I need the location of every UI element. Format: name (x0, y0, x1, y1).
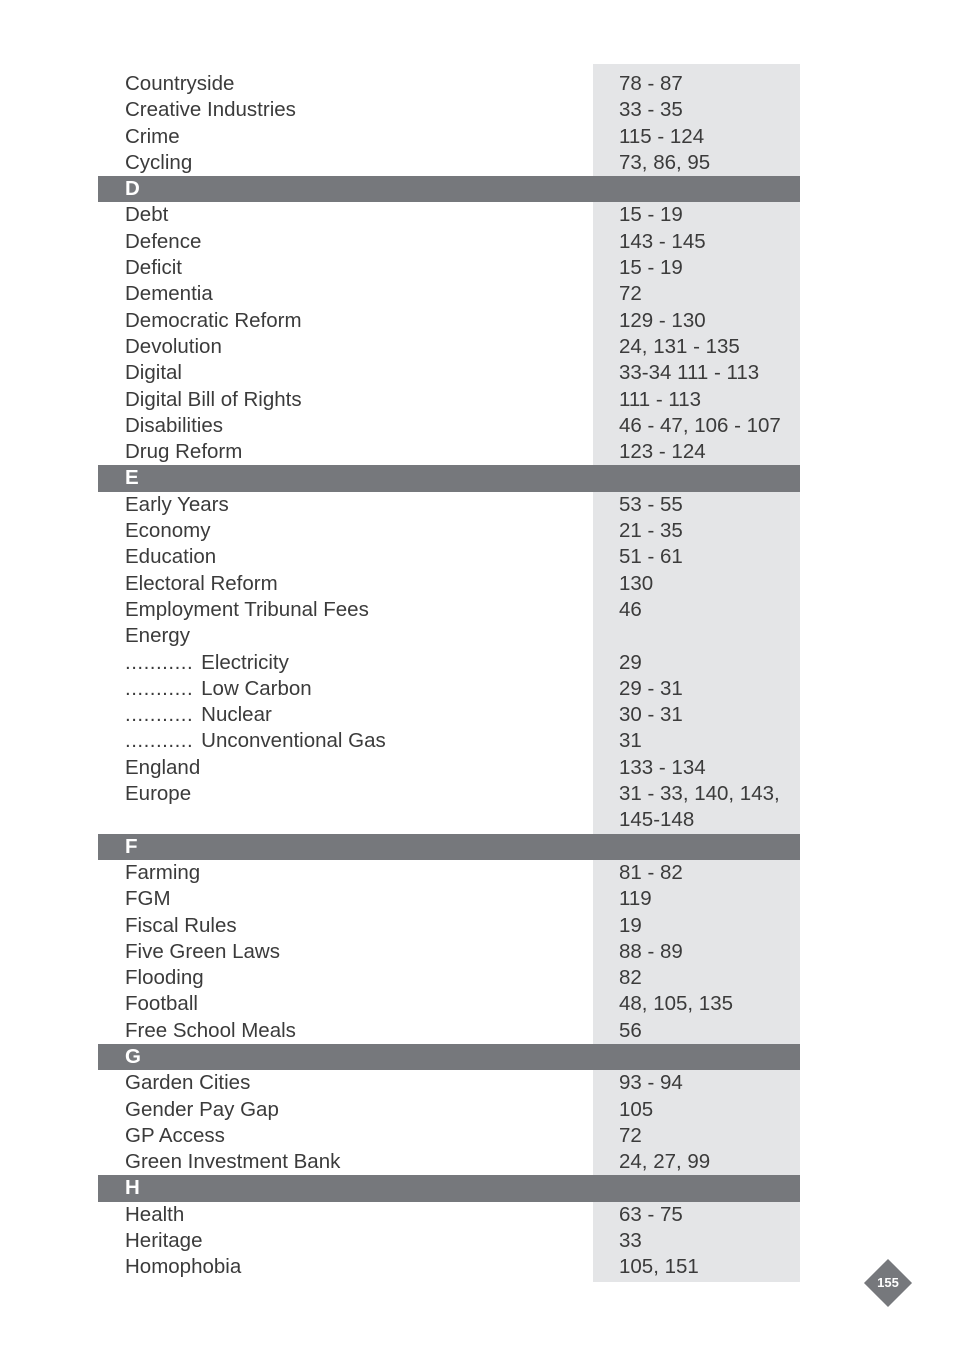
index-term: Countryside (125, 72, 235, 95)
index-term: Free School Meals (125, 1018, 296, 1042)
index-pages: 88 - 89 (619, 939, 683, 963)
index-entry (98, 439, 800, 465)
index-pages: 46 (619, 597, 642, 621)
index-entry (98, 571, 800, 597)
index-term: Defence (125, 229, 202, 253)
index-pages: 78 - 87 (619, 72, 683, 95)
index-pages: 29 - 31 (619, 676, 683, 700)
leader-dots: ........... (125, 676, 194, 700)
index-pages: 33 (619, 1229, 642, 1253)
index-pages: 82 (619, 966, 642, 990)
index-term: FGM (125, 887, 171, 911)
index-entry (98, 334, 800, 360)
section-letter: H (125, 1176, 140, 1200)
index-term: Health (125, 1202, 185, 1226)
index-entry (98, 1202, 800, 1228)
leader-dots: ........... (125, 703, 194, 727)
index-entry (98, 308, 800, 334)
index-pages: 63 - 75 (619, 1202, 683, 1226)
index-pages: 31 (619, 729, 642, 753)
index-pages: 30 - 31 (619, 703, 683, 727)
index-entry (98, 255, 800, 281)
index-pages: 73, 86, 95 (619, 150, 711, 174)
index-subterm (125, 676, 312, 702)
index-term: GP Access (125, 1123, 225, 1147)
index-entry (98, 124, 800, 150)
index-term: Drug Reform (125, 440, 243, 464)
index-entry (98, 913, 800, 939)
index-entry (98, 150, 800, 176)
index-subentry (98, 728, 800, 754)
index-subentry (98, 702, 800, 728)
index-pages: 19 (619, 913, 642, 937)
index-term: Europe (125, 782, 192, 806)
index-pages: 29 (619, 650, 642, 674)
index-entry (98, 860, 800, 886)
section-header (98, 176, 800, 202)
index-term: Democratic Reform (125, 308, 302, 332)
index-pages: 51 - 61 (619, 545, 683, 569)
index-term: Nuclear (201, 703, 272, 727)
index-term: Flooding (125, 966, 204, 990)
index-entry (98, 965, 800, 991)
index-term: Heritage (125, 1229, 203, 1253)
index-pages: 48, 105, 135 (619, 992, 733, 1016)
index-term: Gender Pay Gap (125, 1097, 279, 1121)
index-term: Employment Tribunal Fees (125, 597, 369, 621)
leader-dots: ........... (125, 650, 194, 674)
index-entry (98, 518, 800, 544)
index-entry (98, 413, 800, 439)
index-term: Crime (125, 124, 180, 148)
index-pages: 115 - 124 (619, 124, 705, 148)
index-entry (98, 781, 800, 807)
index-term: Devolution (125, 334, 222, 358)
index-term: Green Investment Bank (125, 1150, 341, 1174)
index-term: Digital (125, 361, 182, 385)
page-number-badge (864, 1259, 912, 1307)
section-header (98, 1175, 800, 1201)
index-entry (98, 1254, 800, 1280)
index-entry (98, 886, 800, 912)
index-term: Creative Industries (125, 98, 296, 122)
index-subterm (125, 702, 272, 728)
index-term: Dementia (125, 282, 213, 306)
index-pages: 15 - 19 (619, 203, 683, 227)
index-pages: 130 (619, 571, 654, 595)
index-entry (98, 387, 800, 413)
index-pages: 123 - 124 (619, 440, 706, 464)
index-entry (98, 597, 800, 623)
index-entry (98, 1070, 800, 1096)
index-term: Unconventional Gas (201, 729, 386, 753)
index-term: Fiscal Rules (125, 913, 237, 937)
index-term: Electricity (201, 650, 289, 674)
index-entry (98, 281, 800, 307)
section-header (98, 834, 800, 860)
index-term: Farming (125, 860, 201, 884)
index-term: England (125, 755, 201, 779)
index-pages: 119 (619, 887, 652, 911)
index-term: Digital Bill of Rights (125, 387, 302, 411)
index-pages: 81 - 82 (619, 860, 683, 884)
index-pages: 33 - 35 (619, 98, 683, 122)
index-term: Low Carbon (201, 676, 312, 700)
index-subterm (125, 650, 289, 676)
index-term: Debt (125, 203, 169, 227)
index-entry (98, 1018, 800, 1044)
section-letter: G (125, 1044, 141, 1068)
index-pages: 145-148 (619, 808, 695, 832)
index-pages: 31 - 33, 140, 143, (619, 782, 780, 806)
index-entry (98, 71, 800, 97)
index-term: Education (125, 545, 217, 569)
section-letter: D (125, 177, 140, 201)
index-entry (98, 939, 800, 965)
index-pages: 15 - 19 (619, 256, 683, 280)
index-term: Electoral Reform (125, 571, 278, 595)
index-pages: 93 - 94 (619, 1071, 683, 1095)
index-term: Deficit (125, 256, 182, 280)
index-pages: 72 (619, 1123, 642, 1147)
index-entry (98, 1097, 800, 1123)
section-header (98, 465, 800, 491)
section-letter: F (125, 834, 138, 858)
index-term: Football (125, 992, 198, 1016)
index-pages: 33-34 111 - 113 (619, 361, 760, 385)
index-pages: 143 - 145 (619, 229, 706, 253)
index-term: Homophobia (125, 1255, 242, 1279)
index-pages: 105 (619, 1097, 654, 1121)
section-header (98, 1044, 800, 1070)
section-letter: E (125, 466, 139, 490)
index-pages: 56 (619, 1018, 642, 1042)
index-pages: 24, 131 - 135 (619, 334, 740, 358)
index-entry (98, 492, 800, 518)
index-entry (98, 1228, 800, 1254)
index-term: Disabilities (125, 413, 223, 437)
index-pages: 105, 151 (619, 1255, 699, 1279)
index-pages: 53 - 55 (619, 492, 683, 516)
index-pages: 72 (619, 282, 642, 306)
index-term: Garden Cities (125, 1071, 251, 1095)
index-entry (98, 97, 800, 123)
index-entry (98, 991, 800, 1017)
index-entry (98, 1123, 800, 1149)
index-entry (98, 623, 800, 649)
index-entry (98, 360, 800, 386)
index-entry (98, 202, 800, 228)
index-term: Early Years (125, 492, 229, 516)
index-pages: 46 - 47, 106 - 107 (619, 413, 781, 437)
index-pages: 133 - 134 (619, 755, 706, 779)
index-term: Cycling (125, 150, 193, 174)
index-subentry (98, 676, 800, 702)
index-term: Economy (125, 519, 211, 543)
index-entry (98, 229, 800, 255)
index-subentry (98, 650, 800, 676)
page-number: 155 (877, 1275, 899, 1290)
index-pages: 129 - 130 (619, 308, 706, 332)
index-pages: 21 - 35 (619, 519, 683, 543)
index-pages: 24, 27, 99 (619, 1150, 711, 1174)
index-entry (98, 755, 800, 781)
index-entry (98, 1149, 800, 1175)
index-entry (98, 807, 800, 833)
leader-dots: ........... (125, 729, 194, 753)
index-term: Five Green Laws (125, 939, 280, 963)
index-term: Energy (125, 624, 190, 648)
index-entry (98, 544, 800, 570)
index-subterm (125, 728, 386, 754)
index-pages: 111 - 113 (619, 387, 702, 411)
index-list (98, 71, 800, 1281)
